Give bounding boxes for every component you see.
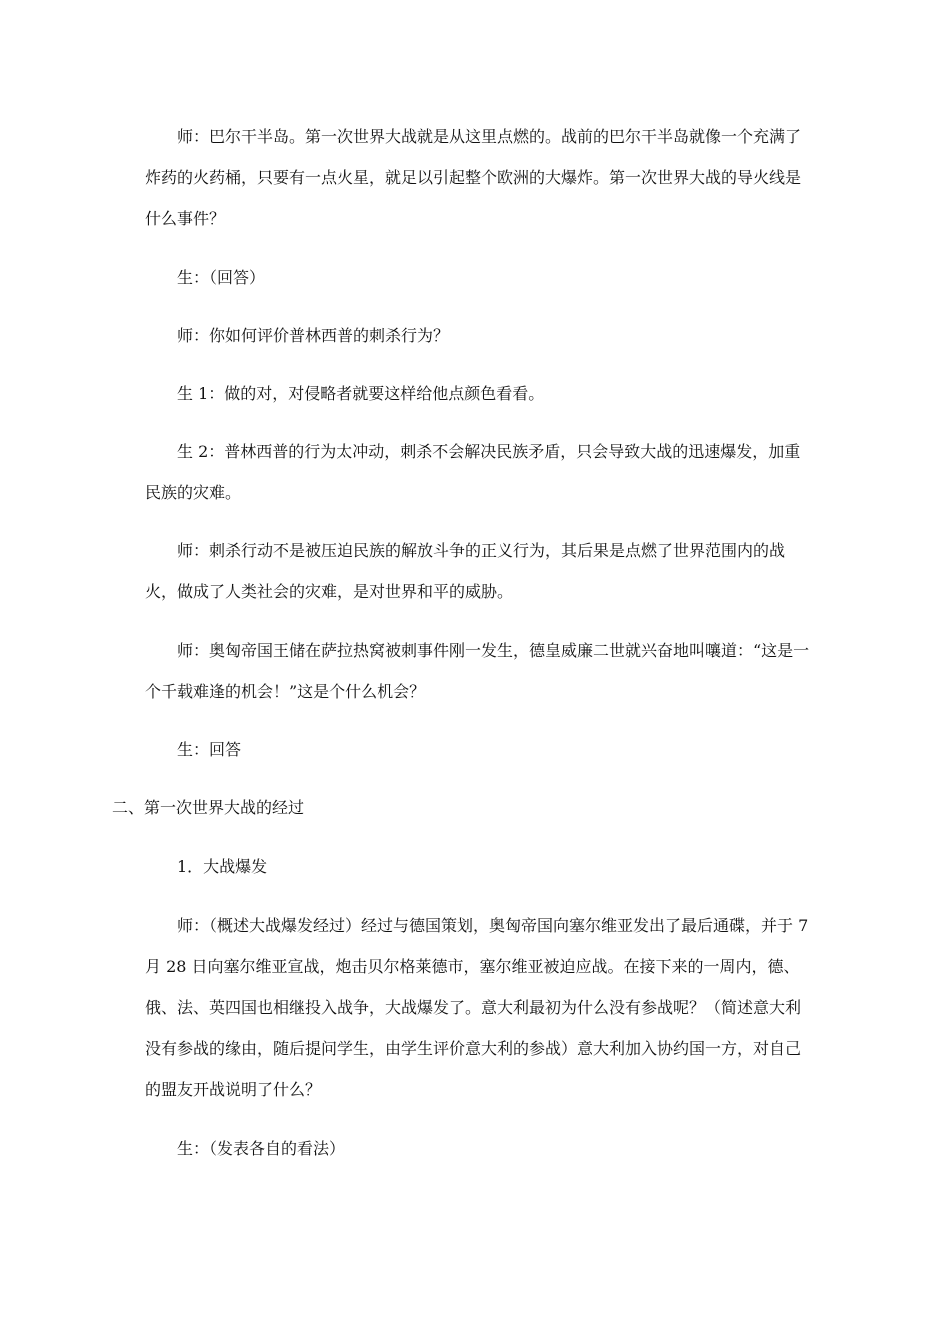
paragraph-student-views: 生：（发表各自的看法） [177,1139,346,1158]
section-heading: 二、第一次世界大战的经过 [112,798,305,817]
paragraph-teacher-assassination: 师：刺杀行动不是被压迫民族的解放斗争的正义行为，其后果是点燃了世界范围内的战火，做成了人类社会的灾难，是对世界和平的威胁。 [145,541,786,601]
subsection-heading: 1．大战爆发 [177,857,268,876]
paragraph-student-1: 生 1：做的对，对侵略者就要这样给他点颜色看看。 [177,384,545,403]
paragraph-teacher-balkan: 师：巴尔干半岛。第一次世界大战就是从这里点燃的。战前的巴尔干半岛就像一个充满了炸药的火药桶，只要有一点火星，就足以引起整个欧洲的大爆炸。第一次世界大战的导火线是什么事件？ [145,127,802,228]
paragraph-teacher-question: 师：你如何评价普林西普的刺杀行为？ [177,326,450,345]
paragraph-teacher-opportunity: 师：奥匈帝国王储在萨拉热窝被刺事件刚一发生，德皇威廉二世就兴奋地叫嚷道：“这是一个千载难逢的机会！”这是个什么机会？ [145,641,810,701]
paragraph-student-2: 生 2：普林西普的行为太冲动，刺杀不会解决民族矛盾，只会导致大战的迅速爆发，加重民族的灾难。 [145,442,801,502]
paragraph-student-answer: 生：（回答） [177,268,266,287]
paragraph-teacher-outbreak: 师：（概述大战爆发经过）经过与德国策划，奥匈帝国向塞尔维亚发出了最后通碟，并于 7 月 28 日向塞尔维亚宣战，炮击贝尔格莱德市，塞尔维亚被迫应战。在接下来的一周内，德、俄、法、英四国也相继投入战争，大战爆发了。意大利最初为什么没有参战呢？（简述意大利没有参战的缘由，随后提问学生，由学生评价意大利的参战）意大利加入协约国一方，对自己的盟友开战说明了什么？ [145,916,809,1099]
paragraph-student-reply: 生：回答 [177,740,242,759]
